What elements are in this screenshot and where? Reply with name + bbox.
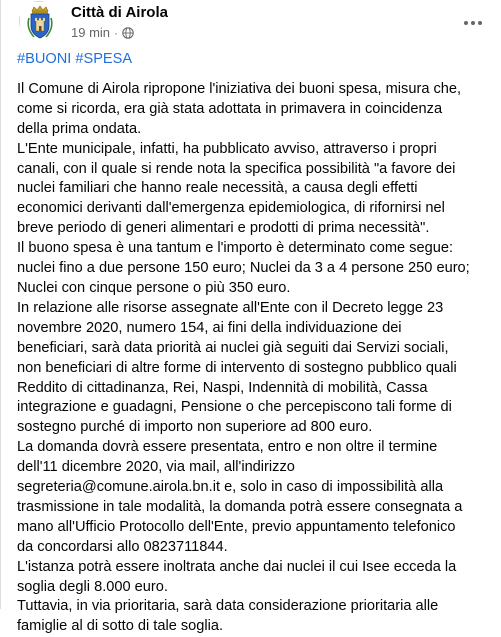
post-text-line: Nuclei con cinque persone o più 350 euro. bbox=[17, 279, 291, 296]
globe-icon bbox=[122, 27, 134, 39]
post-text-line: novembre 2020, numero 154, ai fini della individuazione dei bbox=[17, 319, 402, 336]
post-text-line: non beneficiari di altre forme di intervento di sostegno pubblico quali bbox=[17, 359, 457, 376]
post-text-line: Il buono spesa è una tantum e l'importo è determinato come segue: bbox=[17, 240, 453, 257]
post-time[interactable]: 19 min bbox=[71, 25, 111, 40]
post-text-line: segreteria@comune.airola.bn.it e, solo in caso di impossibilità alla bbox=[17, 479, 444, 496]
city-crest-icon bbox=[20, 2, 60, 42]
post-content bbox=[17, 50, 495, 637]
post-text-line: La domanda dovrà essere presentata, entro e non oltre il termine bbox=[17, 439, 438, 456]
post-text-line: breve periodo di generi alimentari e prodotti di prima necessità". bbox=[17, 220, 430, 237]
post-text-line: della prima ondata. bbox=[17, 120, 142, 137]
post-meta bbox=[71, 25, 134, 40]
post-body bbox=[17, 80, 495, 637]
post-text-line: nuclei familiari che hanno reale necessità, a causa degli effetti bbox=[17, 180, 418, 197]
post-text-line: Tuttavia, in via prioritaria, sarà data considerazione prioritaria alle bbox=[17, 598, 439, 615]
post-text-line: da concordarsi allo 0823711844. bbox=[17, 538, 228, 555]
post-text-line: soglia degli 8.000 euro. bbox=[17, 578, 168, 595]
post-text-line: beneficiari, sarà data priorità ai nuclei già seguiti dai Servizi sociali, bbox=[17, 339, 449, 356]
post-text-line: nuclei fino a due persone 150 euro; Nuclei da 3 a 4 persone 250 euro; bbox=[17, 260, 470, 277]
page-name[interactable]: Città di Airola bbox=[71, 4, 168, 21]
more-options-icon[interactable] bbox=[457, 9, 489, 37]
post-text-line: dell'11 dicembre 2020, via mail, all'indirizzo bbox=[17, 459, 295, 476]
post-text-line: economici derivanti dall'emergenza epidemiologica, di rifornirsi nel bbox=[17, 200, 445, 217]
post-text-line: trasmissione in tale modalità, la domanda potrà essere consegnata a bbox=[17, 498, 463, 515]
post-header bbox=[19, 1, 489, 45]
post-text-line: L'Ente municipale, infatti, ha pubblicato avviso, attraverso i propri bbox=[17, 140, 437, 157]
post-text-line: Il Comune di Airola ripropone l'iniziativa dei buoni spesa, misura che, bbox=[17, 80, 462, 97]
post-text-line: canali, con il quale si rende nota la specifica possibilità "a favore dei bbox=[17, 160, 456, 177]
post-text-line: sostegno purché di importo non superiore ad 800 euro. bbox=[17, 419, 373, 436]
meta-separator: · bbox=[114, 25, 119, 40]
hashtag-row bbox=[17, 50, 495, 70]
post-text-line: come si ricorda, era già stata adottata in primavera in coincidenza bbox=[17, 100, 443, 117]
post-text-line: mano all'Ufficio Protocollo dell'Ente, previo appuntamento telefonico bbox=[17, 518, 456, 535]
page-avatar[interactable] bbox=[19, 1, 59, 41]
post-text-line: In relazione alle risorse assegnate all'Ente con il Decreto legge 23 bbox=[17, 299, 444, 316]
hashtag-spesa[interactable]: #SPESA bbox=[75, 51, 133, 67]
hashtag-buoni[interactable]: #BUONI bbox=[17, 51, 72, 67]
post-text-line: L'istanza potrà essere inoltrata anche dai nuclei il cui Isee ecceda la bbox=[17, 558, 457, 575]
post-text-line: famiglie al di sotto di tale soglia. bbox=[17, 618, 224, 635]
post-text-line: Reddito di cittadinanza, Rei, Naspi, Indennità di mobilità, Cassa bbox=[17, 379, 428, 396]
post-text-line: integrazione e guadagni, Pensione o che percepiscono tali forme di bbox=[17, 399, 452, 416]
